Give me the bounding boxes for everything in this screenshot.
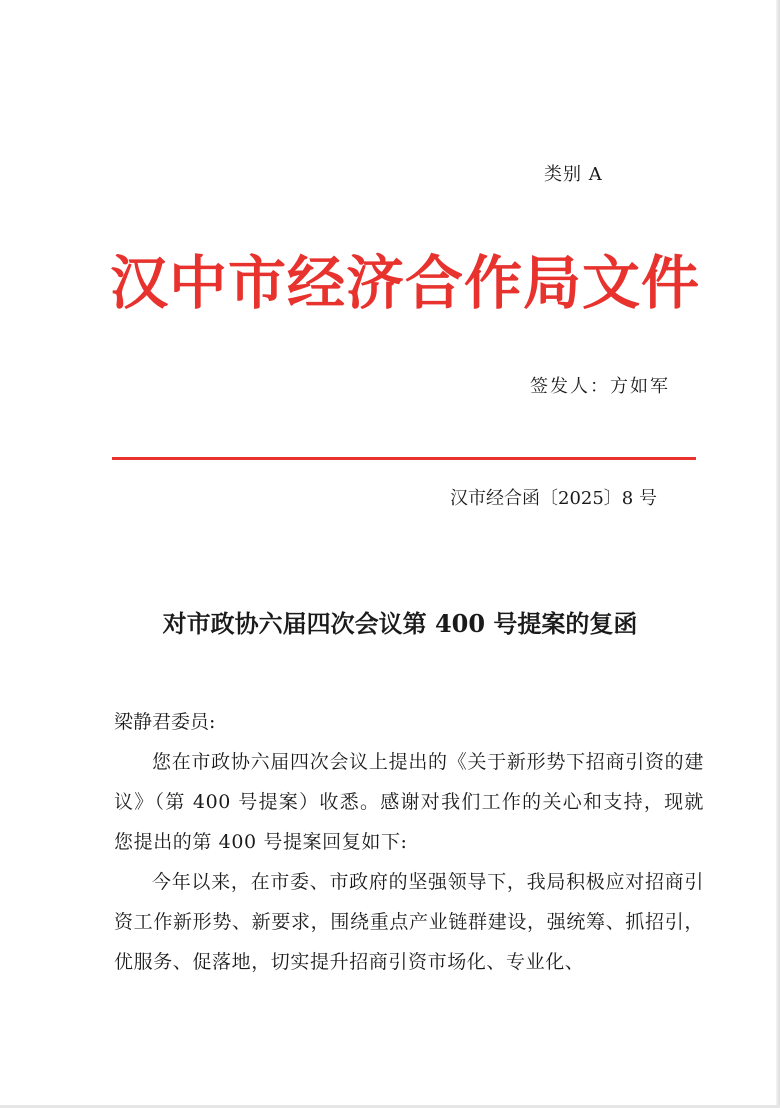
document-number: 汉市经合函〔2025〕8 号 xyxy=(450,488,657,509)
masthead-title: 汉中市经济合作局文件 xyxy=(109,249,700,317)
paragraph: 今年以来，在市委、市政府的坚强领导下，我局积极应对招商引资工作新形势、新要求，围绕重点产业链群建设，强统筹、抓招引，优服务、促落地，切实提升招商引资市场化、专业化、 xyxy=(114,871,704,973)
document-body xyxy=(114,702,704,982)
salutation: 梁静君委员: xyxy=(114,711,216,733)
paragraph: 您在市政协六届四次会议上提出的《关于新形势下招商引资的建议》（第 400 号提案）收悉。感谢对我们工作的关心和支持，现就您提出的第 400 号提案回复如下: xyxy=(114,751,704,853)
scan-edge xyxy=(776,0,780,1108)
red-divider xyxy=(112,457,696,460)
document-title: 对市政协六届四次会议第 400 号提案的复函 xyxy=(162,609,638,638)
category-label: 类别 A xyxy=(544,164,603,185)
signer-line: 签发人：方如军 xyxy=(530,376,670,397)
